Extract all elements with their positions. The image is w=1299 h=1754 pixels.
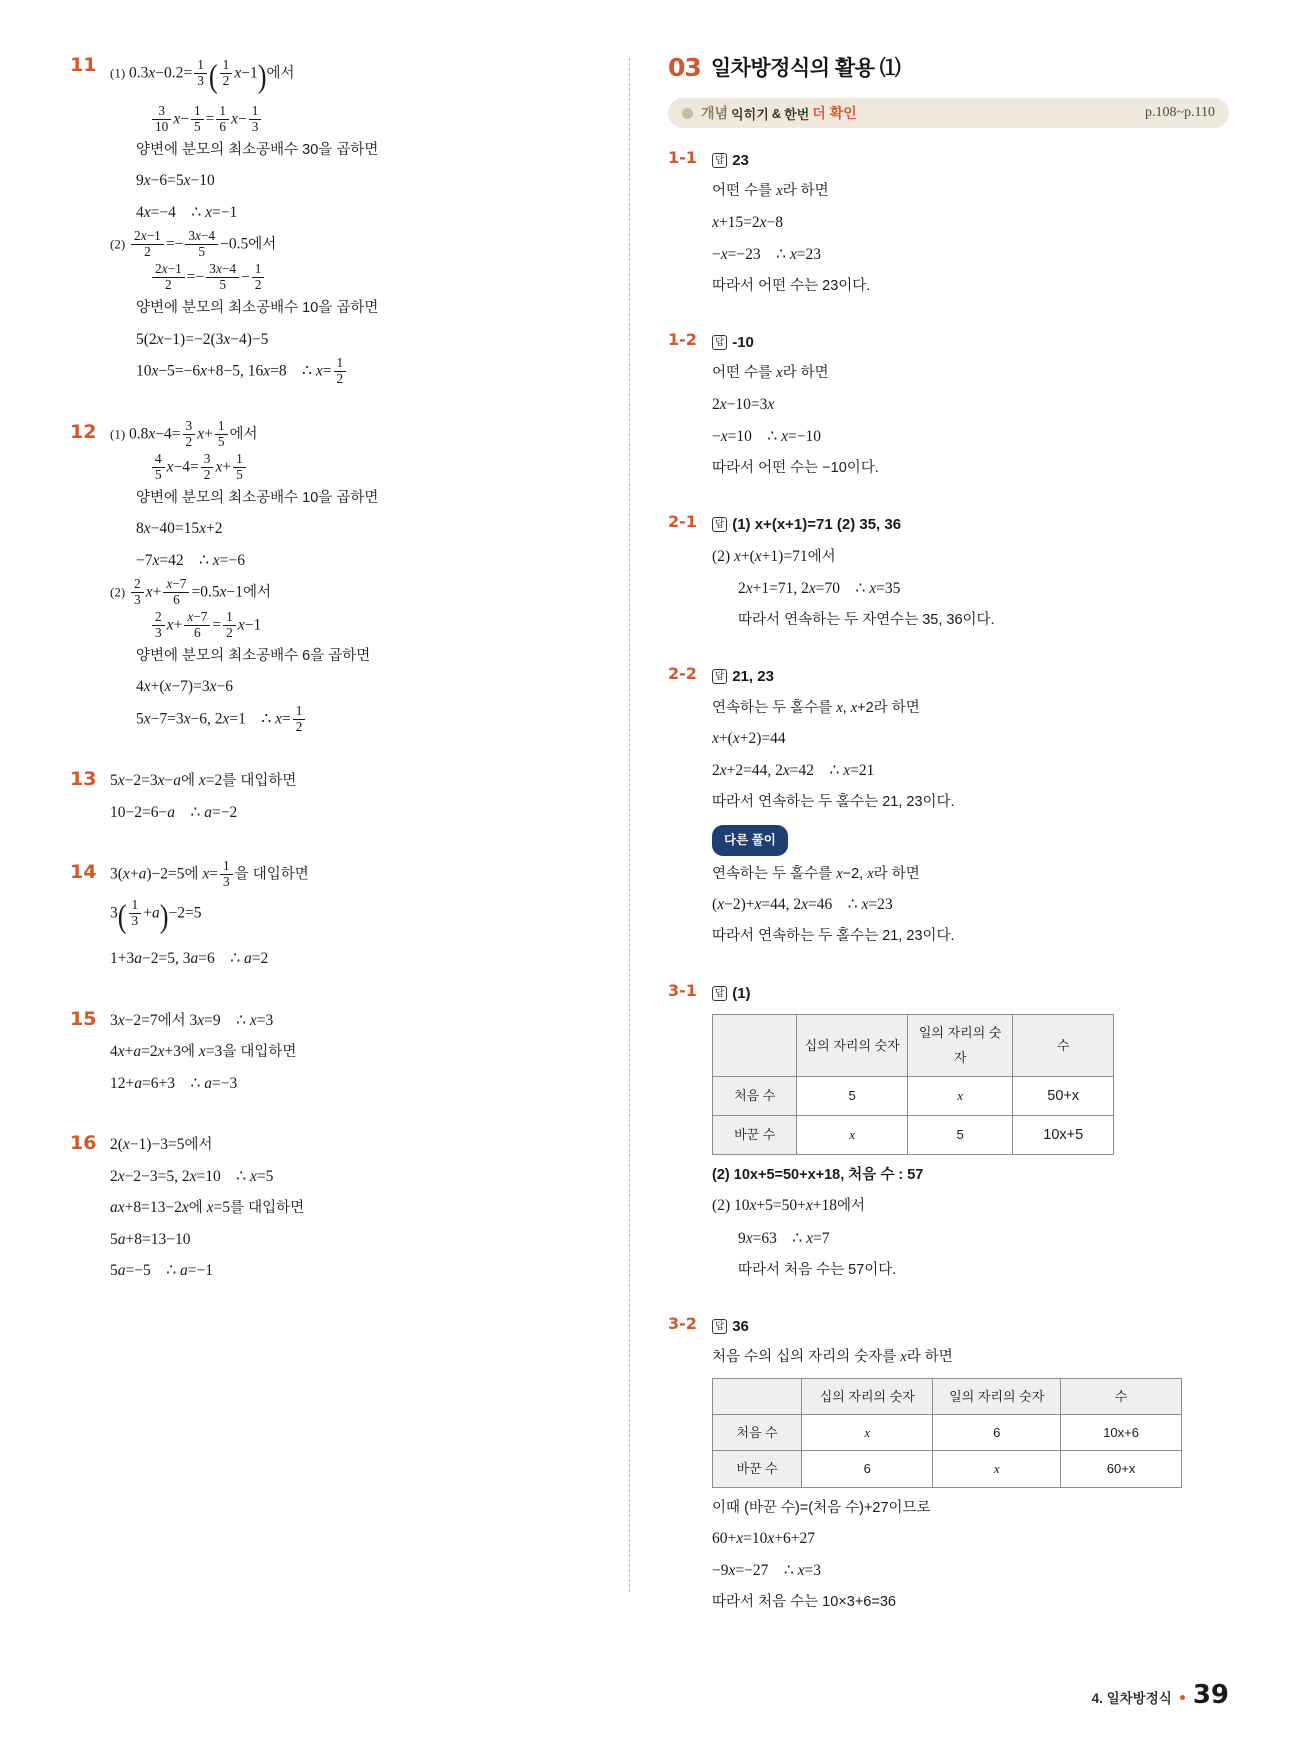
table-header-ones: 일의 자리의 숫자 (907, 1014, 1013, 1076)
problem-body: 3(x+a)−2=5에 x= $\frac{1}{3}$ 을 대입하면 3( $\frac{1}{3}$ +a)−2=5 1+3a−2=5, 3a=6 ∴ a=2 (110, 858, 309, 968)
cell: x (797, 1115, 907, 1154)
problem-body: (1) 0.3x−0.2= $\frac{1}{3}$ ( $\frac{1}{2}$ x−1)에서 $\frac{3}{10}$ x− $\frac{1}{5}$ = $\frac{1}{6}$ x− $\frac{1}{3}$ 양변에 분모의 최소공배수 30을 곱하면 9x−6=5x−10 4x=−4 ∴ x=−1 (2) $\frac{2x-1}{2}$ =− $\frac{3x-4}{5}$ −0.5에서 $\frac{2x-1}{2}$ =− $\frac{3x-4}{5}$ − $\frac{1}{2}$ 양변에 분모의 최소공배수 10을 곱하면 5(2x−1)=−2(3x−4)−5 10x−5=−6x+8−5, 16x=8 ∴ x= $\frac{1}{2}$ (110, 57, 379, 386)
item-3-2 (668, 1312, 1229, 1619)
cell: x (933, 1451, 1061, 1487)
table-header-number: 수 (1061, 1378, 1182, 1414)
problem-number: 14 (70, 861, 97, 884)
answer-icon: 답 (712, 1319, 727, 1334)
answer-icon: 답 (712, 669, 727, 684)
problem-number: 12 (70, 420, 97, 443)
row-label: 처음 수 (713, 1415, 802, 1451)
concept-label-3: 한번 (784, 106, 810, 122)
cell: 60+x (1061, 1451, 1182, 1487)
item-number: 3-1 (668, 980, 697, 1000)
problem-12 (70, 419, 605, 737)
table-header-tens: 십의 자리의 숫자 (802, 1378, 933, 1414)
problem-14 (70, 859, 605, 975)
section-header (668, 52, 1229, 82)
concept-label-1: 개념 (701, 105, 729, 121)
item-number: 3-2 (668, 1314, 697, 1334)
problem-body: 2(x−1)−3=5에서 2x−2−3=5, 2x=10 ∴ x=5 ax+8=13−2x에 x=5를 대입하면 5a+8=13−10 5a=−5 ∴ a=−1 (110, 1136, 305, 1280)
item-number: 2-2 (668, 664, 697, 684)
answer-value: 21, 23 (732, 668, 774, 686)
cell: 10x+6 (1061, 1415, 1182, 1451)
cell: 6 (802, 1451, 933, 1487)
answer-value: (1) x+(x+1)=71 (2) 35, 36 (732, 516, 902, 534)
item-body: 답 -10 어떤 수를 x라 하면 2x−10=3x −x=10 ∴ x=−10 따라서 어떤 수는 −10이다. (712, 334, 879, 477)
digit-table-3-2 (712, 1378, 1182, 1488)
intro-text: 처음 수의 십의 자리의 숫자를 x라 하면 (712, 1349, 953, 1366)
concept-label-2: 익히기 (731, 106, 769, 122)
answer-icon: 답 (712, 986, 727, 1001)
answer-icon: 답 (712, 153, 727, 168)
answer-value: 36 (732, 1318, 749, 1336)
table-row (713, 1115, 1114, 1154)
problem-body: (1) 0.8x−4= $\frac{3}{2}$ x+ $\frac{1}{5}$ 에서 $\frac{4}{5}$ x−4= $\frac{3}{2}$ x+ $\frac{1}{5}$ 양변에 분모의 최소공배수 10을 곱하면 8x−40=15x+2 −7x=42 ∴ x=−6 (2) $\frac{2}{3}$ x+ $\frac{x-7}{6}$ =0.5x−1에서 $\frac{2}{3}$ x+ $\frac{x-7}{6}$ = $\frac{1}{2}$ x−1 양변에 분모의 최소공배수 6을 곱하면 4x+(x−7)=3x−6 5x−7=3x−6, 2x=1 ∴ x= $\frac{1}{2}$ (110, 417, 379, 734)
bullet-dot-icon (682, 108, 693, 119)
item-2-1 (668, 510, 1229, 636)
item-3-1 (668, 979, 1229, 1286)
table-row (713, 1451, 1182, 1487)
problem-13 (70, 766, 605, 829)
item-body: 답 23 어떤 수를 x라 하면 x+15=2x−8 −x=−23 ∴ x=23 따라서 어떤 수는 23이다. (712, 152, 871, 294)
cell: x (907, 1076, 1013, 1115)
item-body: 답 36 처음 수의 십의 자리의 숫자를 x라 하면 십의 자리의 숫자 일의 자리의 숫자 수 처음 수 x 6 10x+6 바꾼 수 6 x 60+x 이때 (바꾼 수)=(처음 수)+27이므로 60+x=10x+6+27 −9x=−27 ∴ x=3 따라서 처음 수는 10×3+6=36 (712, 1312, 1229, 1619)
row-label: 처음 수 (713, 1076, 797, 1115)
problem-16 (70, 1130, 605, 1287)
problem-number: 16 (70, 1132, 97, 1155)
footer-chapter-label: 4. 일차방정식 (1091, 1691, 1172, 1706)
digit-table-3-1 (712, 1014, 1114, 1155)
item-number: 1-2 (668, 330, 697, 350)
table-header-row (713, 1378, 1182, 1414)
row-label: 바꾼 수 (713, 1451, 802, 1487)
answer-value: (1) (732, 984, 751, 1002)
right-column (630, 52, 1229, 1611)
table-header-number: 수 (1013, 1014, 1114, 1076)
cell: 5 (907, 1115, 1013, 1154)
cell: 10x+5 (1013, 1115, 1114, 1154)
table-row (713, 1076, 1114, 1115)
table-corner-cell (713, 1014, 797, 1076)
item-1-2 (668, 328, 1229, 484)
item-number: 1-1 (668, 148, 697, 167)
other-solution-badge: 다른 풀이 (712, 825, 788, 856)
page-footer (1092, 1680, 1229, 1710)
problem-number: 11 (70, 54, 97, 76)
page-number: 39 (1192, 1680, 1229, 1710)
concept-amp: & (771, 105, 782, 121)
concept-bar (668, 98, 1229, 128)
problem-15 (70, 1006, 605, 1101)
item-number: 2-1 (668, 512, 697, 532)
row-label: 바꾼 수 (713, 1115, 797, 1154)
cell: 50+x (1013, 1076, 1114, 1115)
footer-dot-icon (1180, 1695, 1185, 1700)
answer-value-2: (2) 10x+5=50+x+18, 처음 수 : 57 (712, 1167, 924, 1184)
answer-icon: 답 (712, 335, 727, 350)
item-body: 답 (1) x+(x+1)=71 (2) 35, 36 (2) x+(x+1)=71에서 2x+1=71, 2x=70 ∴ x=35 따라서 연속하는 두 자연수는 35, 36이다. (712, 516, 995, 629)
left-column (70, 52, 629, 1592)
problem-number: 15 (70, 1007, 97, 1030)
item-2-2 (668, 662, 1229, 952)
section-title: 일차방정식의 활용 ⑴ (710, 57, 901, 80)
table-row (713, 1415, 1182, 1451)
table-header-tens: 십의 자리의 숫자 (797, 1014, 907, 1076)
cell: 6 (933, 1415, 1061, 1451)
problem-11 (70, 52, 605, 389)
problem-number: 13 (70, 768, 97, 791)
answer-value: 23 (732, 152, 749, 169)
concept-page-range: p.108~p.110 (1144, 105, 1215, 120)
table-header-ones: 일의 자리의 숫자 (933, 1378, 1061, 1414)
item-1-1 (668, 146, 1229, 302)
problem-body: 3x−2=7에서 3x=9 ∴ x=3 4x+a=2x+3에 x=3을 대입하면 12+a=6+3 ∴ a=−3 (110, 1011, 297, 1092)
item-body: 답 21, 23 연속하는 두 홀수를 x, x+2라 하면 x+(x+2)=44 2x+2=44, 2x=42 ∴ x=21 따라서 연속하는 두 홀수는 21, 23이다. 다른 풀이 연속하는 두 홀수를 x−2, x라 하면 (x−2)+x=44, 2x=46 ∴ x=23 따라서 연속하는 두 홀수는 21, 23이다. (712, 668, 955, 945)
problem-body: 5x−2=3x−a에 x=2를 대입하면 10−2=6−a ∴ a=−2 (110, 772, 297, 821)
concept-label-4: 더 확인 (812, 105, 857, 121)
item-body: 답 (1) 십의 자리의 숫자 일의 자리의 숫자 수 처음 수 5 x 50+x 바꾼 수 x 5 10x+5 (2) 10x+5=50+x+18, 처음 수 : 57 (2) 10x+5=50+x+18에서 9x=63 ∴ x=7 따라서 처음 수는 57이다. (712, 979, 1229, 1286)
answer-value: -10 (732, 334, 754, 352)
table-corner-cell (713, 1378, 802, 1414)
answer-icon: 답 (712, 517, 727, 532)
table-header-row (713, 1014, 1114, 1076)
two-column-layout (70, 52, 1229, 1611)
cell: 5 (797, 1076, 907, 1115)
section-number: 03 (668, 52, 701, 82)
cell: x (802, 1415, 933, 1451)
